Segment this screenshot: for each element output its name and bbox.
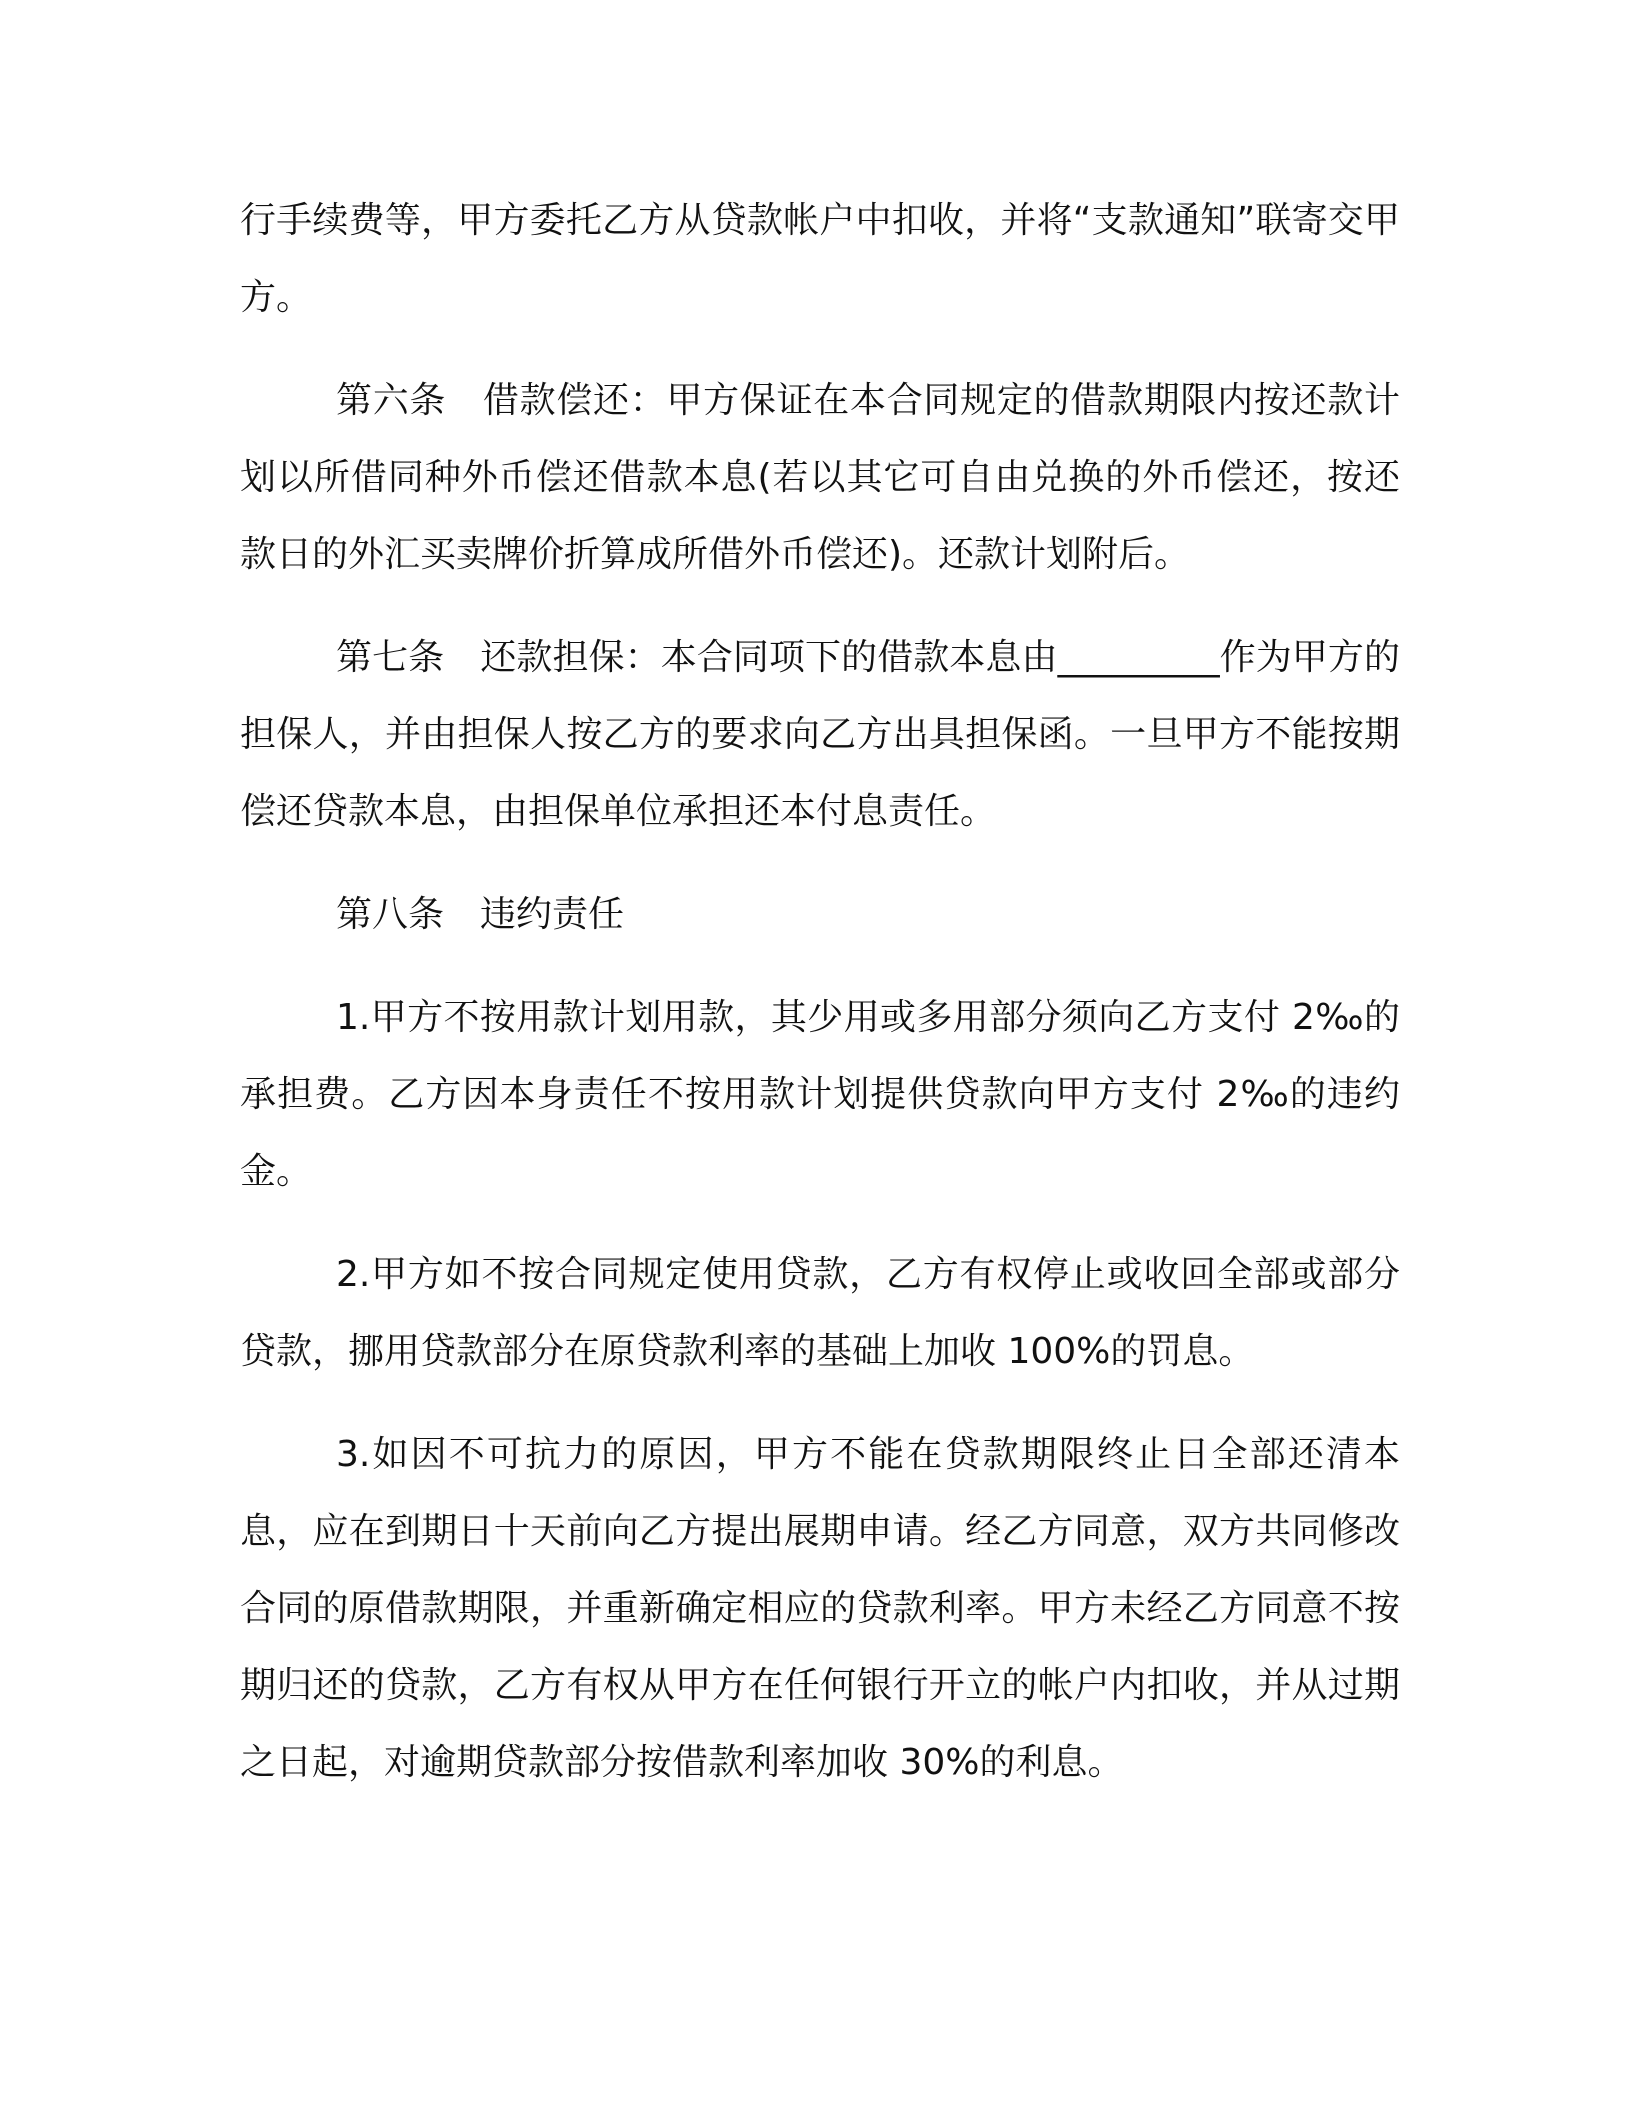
paragraph-article-6-repayment: 第六条 借款偿还：甲方保证在本合同规定的借款期限内按还款计划以所借同种外币偿还借款本息(若以其它可自由兑换的外币偿还，按还款日的外汇买卖牌价折算成所借外币偿还)。还款计划附后。	[240, 380, 1400, 575]
paragraph-article-8-item-1: 1.甲方不按用款计划用款，其少用或多用部分须向乙方支付 2‰的承担费。乙方因本身责任不按用款计划提供贷款向甲方支付 2‰的违约金。	[240, 997, 1400, 1192]
paragraph-article-8-heading: 第八条 违约责任	[336, 894, 625, 935]
paragraph-continuation: 行手续费等，甲方委托乙方从贷款帐户中扣收，并将“支款通知”联寄交甲方。	[240, 200, 1400, 318]
paragraph-article-8-item-3: 3.如因不可抗力的原因，甲方不能在贷款期限终止日全部还清本息，应在到期日十天前向乙方提出展期申请。经乙方同意，双方共同修改合同的原借款期限，并重新确定相应的贷款利率。甲方未经乙方同意不按期归还的贷款，乙方有权从甲方在任何银行开立的帐户内扣收，并从过期之日起，对逾期贷款部分按借款利率加收 30%的利息。	[240, 1434, 1400, 1783]
document-body	[240, 182, 1400, 1827]
paragraph-article-8-item-2: 2.甲方如不按合同规定使用贷款，乙方有权停止或收回全部或部分贷款，挪用贷款部分在原贷款利率的基础上加收 100%的罚息。	[240, 1254, 1400, 1372]
paragraph-article-7-guarantee: 第七条 还款担保：本合同项下的借款本息由_________作为甲方的担保人，并由担保人按乙方的要求向乙方出具担保函。一旦甲方不能按期偿还贷款本息，由担保单位承担还本付息责任。	[240, 637, 1400, 832]
